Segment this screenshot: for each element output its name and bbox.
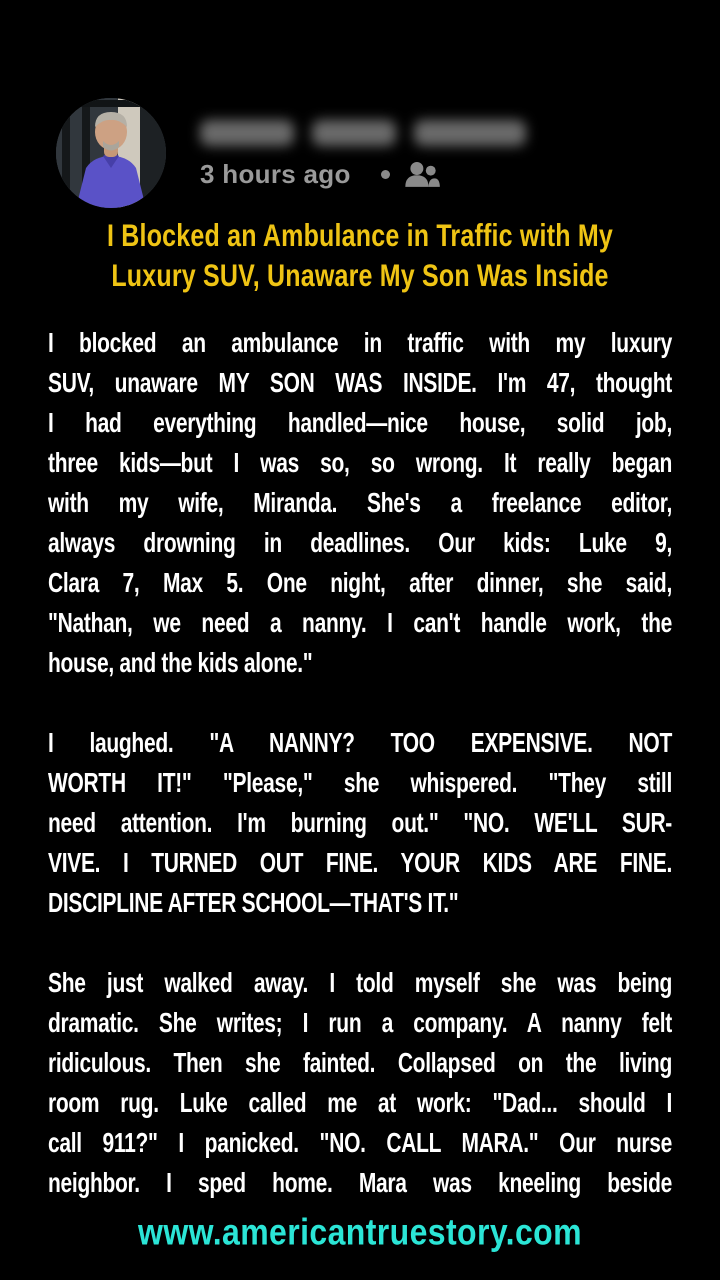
story-line: three kids—but I was so, so wrong. It really began <box>48 448 672 479</box>
friends-privacy-icon <box>403 161 440 188</box>
username-blur-blob <box>200 120 294 146</box>
avatar-photo <box>56 98 166 208</box>
story-line: ridiculous. Then she fainted. Collapsed on the living <box>48 1048 672 1079</box>
story-line: Clara 7, Max 5. One night, after dinner, she said, <box>48 568 672 599</box>
story-paragraph <box>48 964 672 1204</box>
story-line: She just walked away. I told myself she was being <box>48 968 672 999</box>
story-body <box>48 324 672 1244</box>
story-line: VIVE. I TURNED OUT FINE. YOUR KIDS ARE FINE. <box>48 848 672 879</box>
story-paragraph <box>48 324 672 684</box>
post-title <box>40 216 680 296</box>
header-info <box>200 120 526 190</box>
story-paragraph <box>48 724 672 924</box>
avatar[interactable] <box>56 98 166 208</box>
story-line: call 911?" I panicked. "NO. CALL MARA." Our nurse <box>48 1128 672 1159</box>
story-line: dramatic. She writes; I run a company. A nanny felt <box>48 1008 672 1039</box>
story-line: need attention. I'm burning out." "NO. WE'LL SUR- <box>48 808 672 839</box>
story-line: I laughed. "A NANNY? TOO EXPENSIVE. NOT <box>48 728 672 759</box>
story-line: SUV, unaware MY SON WAS INSIDE. I'm 47, thought <box>48 368 672 399</box>
post-title-line: I Blocked an Ambulance in Traffic with My <box>107 218 613 254</box>
post-meta <box>200 159 526 190</box>
post-header <box>56 98 680 210</box>
story-line: with my wife, Miranda. She's a freelance editor, <box>48 488 672 519</box>
story-line: DISCIPLINE AFTER SCHOOL—THAT'S IT." <box>48 888 459 919</box>
story-line: WORTH IT!" "Please," she whispered. "They still <box>48 768 672 799</box>
story-line: house, and the kids alone." <box>48 648 313 679</box>
username-blur-blob <box>312 120 396 146</box>
username-blur-blob <box>414 120 526 146</box>
story-line: room rug. Luke called me at work: "Dad... should I <box>48 1088 672 1119</box>
post-title-line: Luxury SUV, Unaware My Son Was Inside <box>111 258 609 294</box>
dot-separator-icon <box>381 170 390 179</box>
post-footer <box>0 1210 720 1254</box>
watermark-url[interactable]: www.americantruestory.com <box>138 1211 582 1253</box>
story-line: neighbor. I sped home. Mara was kneeling beside <box>48 1168 672 1199</box>
timestamp[interactable]: 3 hours ago <box>200 159 351 189</box>
story-line: "Nathan, we need a nanny. I can't handle work, the <box>48 608 672 639</box>
story-line: always drowning in deadlines. Our kids: Luke 9, <box>48 528 672 559</box>
story-line: I blocked an ambulance in traffic with my luxury <box>48 328 672 359</box>
username-redacted[interactable] <box>200 120 526 146</box>
story-line: I had everything handled—nice house, solid job, <box>48 408 672 439</box>
